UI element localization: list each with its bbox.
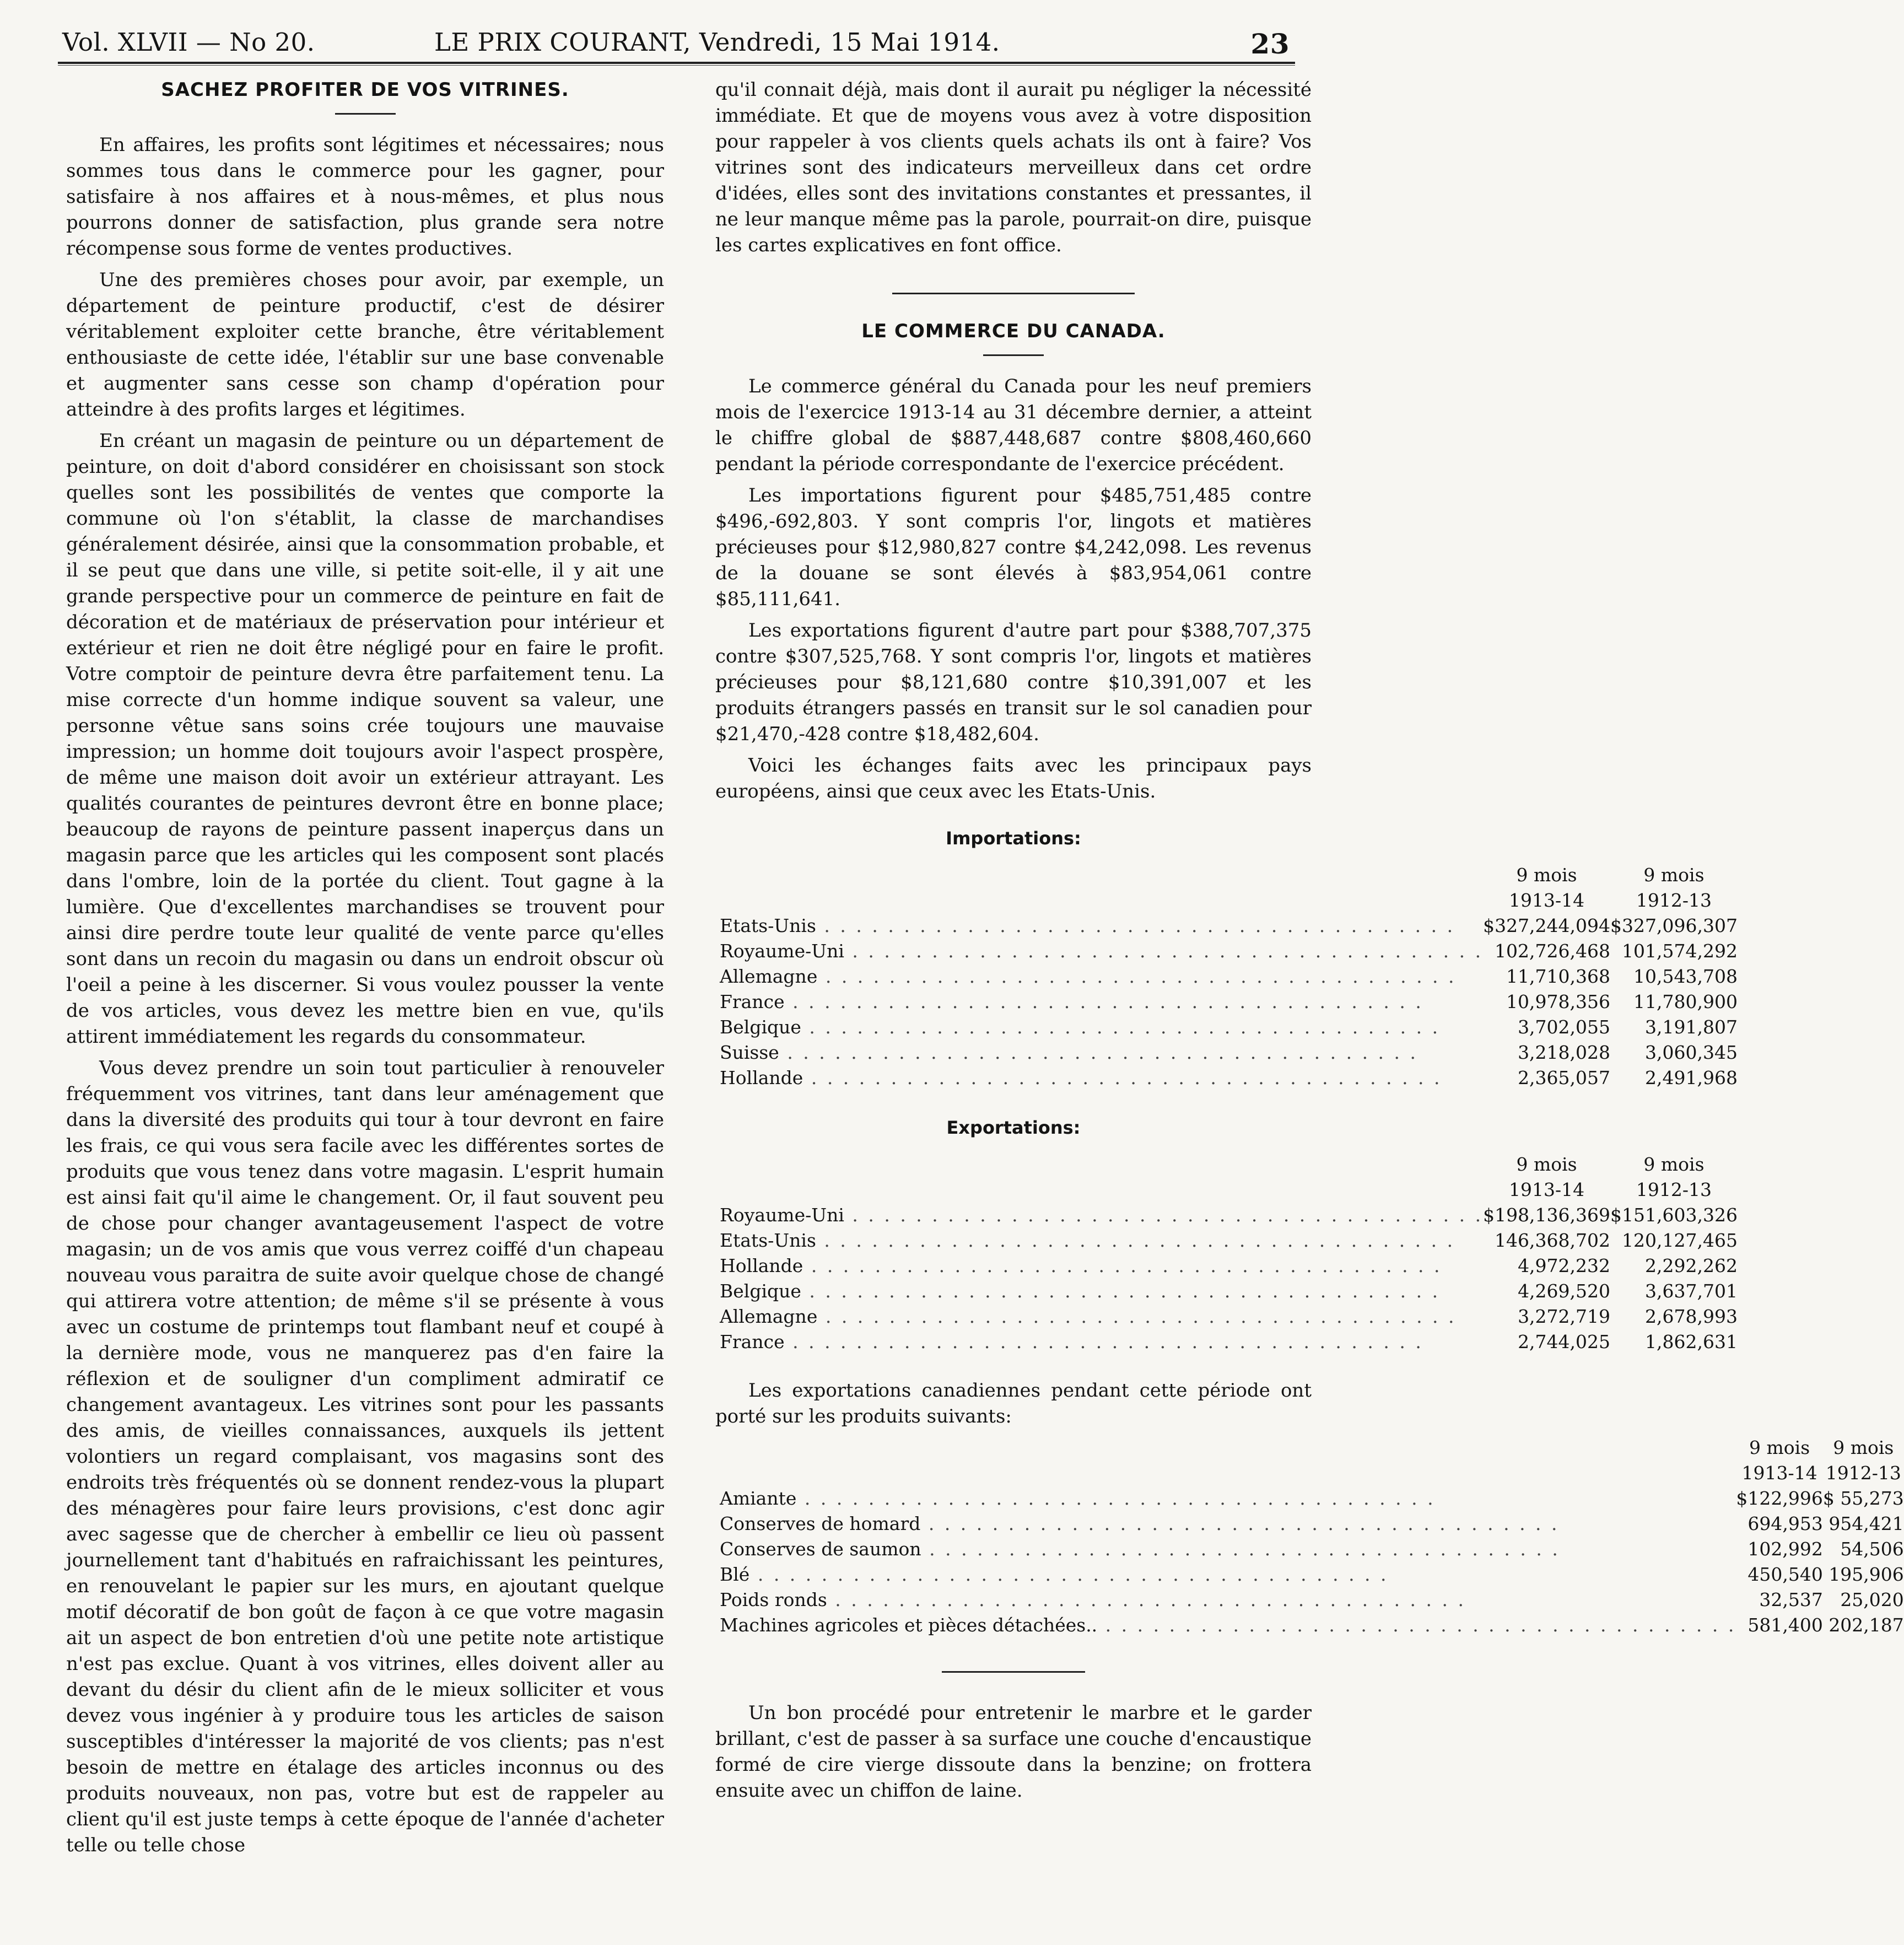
row-label: Belgique	[720, 1016, 801, 1038]
column-header: 9 mois	[1643, 1154, 1705, 1175]
leader-dots: . . . . . . . . . . . . . . . . . . . . . . . . . . . . . . . . . . . . . . . .	[817, 1306, 1457, 1327]
value-1912-13: 101,574,292	[1622, 940, 1738, 962]
value-1913-14: 581,400	[1747, 1614, 1823, 1636]
article-paragraph: Vous devez prendre un soin tout particulier à renouveler fréquemment vos vitrines, tant dans leur aménagement que dans la diversité des produits qui tour à tour devront en faire les frais, ce qui vous sera facile avec les différentes sortes de produits que vous tenez dans votre magasin. L'esprit humain est ainsi fait qu'il aime le changement. Or, il faut souvent peu de chose pour changer avantageusement l'aspect de votre magasin; un de vos amis que vous verrez coiffé d'un chapeau nouveau vous paraitra de suite avoir quelque chose de changé qui attirera votre attention; de même s'il se présente à vous avec un costume de printemps tout flambant neuf et coupé à la dernière mode, vous ne manquerez pas d'en faire la réflexion et de souligner d'un compliment admiratif ce changement avantageux. Les vitrines sont pour les passants des amis, de vieilles connaissances, auxquels ils jettent volontiers un regard complaisant, vos magasins sont des endroits très fréquentés où se donnent rendez-vous la plupart des ménagères pour faire leurs provisions, c'est donc agir avec sagesse que de chercher à embellir ce lieu où passent journellement tant d'habitués en rafraichissant les peintures, en renouvelant le papier sur les murs, en ajoutant quelque motif décoratif de bon goût de façon à ce que votre magasin ait un aspect de bon entretien d'où une petite note artistique n'est pas exclue. Quant à vos vitrines, elles doivent aller au devant du désir du client afin de le mieux solliciter et vous devez vous ingénier à y produire tous les articles de saison susceptibles d'intéresser la majorité de vos clients; pas n'est besoin de mettre en étalage des articles inconnus ou des produits nouveaux, non pas, votre but est de rappeler au client qu'il est juste temps à cette époque de l'année d'acheter telle ou telle chose	[66, 1057, 664, 1856]
table-row	[720, 1329, 1738, 1355]
row-label: Allemagne	[720, 1306, 818, 1327]
leader-dots: . . . . . . . . . . . . . . . . . . . . . . . . . . . . . . . . . . . . . . . .	[801, 1016, 1441, 1038]
tip-paragraph: Un bon procédé pour entretenir le marbre et le garder brillant, c'est de passer à sa surface une couche d'encaustique formé de cire vierge dissoute dans la benzine; on frottera ensuite avec un chiffon de laine.	[715, 1702, 1312, 1802]
masthead-rule-thin	[58, 65, 1295, 66]
row-label: Hollande	[720, 1067, 803, 1089]
table-row	[720, 1015, 1738, 1040]
value-1912-13: $327,096,307	[1610, 915, 1738, 936]
row-label: Conserves de homard	[720, 1513, 921, 1534]
table-row	[720, 1040, 1738, 1065]
row-label: Belgique	[720, 1280, 801, 1302]
leader-dots: . . . . . . . . . . . . . . . . . . . . . . . . . . . . . . . . . . . . . . . .	[803, 1255, 1442, 1276]
leader-dots: . . . . . . . . . . . . . . . . . . . . . . . . . . . . . . . . . . . . . . . .	[784, 991, 1423, 1012]
leader-dots: . . . . . . . . . . . . . . . . . . . . . . . . . . . . . . . . . . . . . . . .	[921, 1538, 1560, 1560]
value-1912-13: 2,678,993	[1645, 1306, 1738, 1327]
article-paragraph: Le commerce général du Canada pour les neuf premiers mois de l'exercice 1913-14 au 31 décembre dernier, a atteint le chiffre global de $887,448,687 contre $808,460,660 pendant la période correspondante de l'exercice précédent.	[715, 375, 1312, 475]
value-1912-13: 2,491,968	[1645, 1067, 1738, 1089]
volume-number: Vol. XLVII — No 20.	[62, 28, 315, 57]
article-paragraph: Voici les échanges faits avec les principaux pays européens, ainsi que ceux avec les Etats-Unis.	[715, 755, 1312, 802]
page-number: 23	[1250, 28, 1290, 60]
value-1913-14: 2,744,025	[1518, 1331, 1611, 1353]
row-label: Blé	[720, 1564, 750, 1585]
table-row	[720, 1203, 1738, 1228]
value-1913-14: 694,953	[1747, 1513, 1823, 1534]
leader-dots: . . . . . . . . . . . . . . . . . . . . . . . . . . . . . . . . . . . . . . . .	[920, 1513, 1560, 1534]
table-row	[720, 1304, 1738, 1329]
row-label: Amiante	[720, 1488, 797, 1509]
value-1913-14: 4,972,232	[1518, 1255, 1611, 1276]
value-1913-14: 3,702,055	[1518, 1016, 1611, 1038]
leader-dots: . . . . . . . . . . . . . . . . . . . . . . . . . . . . . . . . . . . . . . . .	[1097, 1614, 1736, 1636]
leader-dots: . . . . . . . . . . . . . . . . . . . . . . . . . . . . . . . . . . . . . . . .	[816, 915, 1455, 936]
value-1912-13: 954,421	[1829, 1513, 1904, 1534]
article-paragraph: Les exportations figurent d'autre part pour $388,707,375 contre $307,525,768. Y sont compris l'or, lingots et matières précieuses pour $8,121,680 contre $10,391,007 et les produits étrangers passés en transit sur le sol canadien pour $21,470,-428 contre $18,482,604.	[715, 619, 1312, 745]
products-intro: Les exportations canadiennes pendant cette période ont porté sur les produits suivants:	[715, 1380, 1312, 1427]
column-header: 9 mois	[1643, 864, 1705, 886]
table-row	[720, 1253, 1738, 1279]
leader-dots: . . . . . . . . . . . . . . . . . . . . . . . . . . . . . . . . . . . . . . . .	[801, 1280, 1441, 1302]
leader-dots: . . . . . . . . . . . . . . . . . . . . . . . . . . . . . . . . . . . . . . . .	[784, 1331, 1423, 1353]
section-divider	[942, 1671, 1085, 1673]
article-paragraph: Une des premières choses pour avoir, par exemple, un département de peinture productif, c'est de désirer véritablement exploiter cette branche, être véritablement enthousiaste de cette idée, l'établir sur une base convenable et augmenter sans cesse son champ d'opération pour atteindre à des profits larges et légitimes.	[66, 269, 664, 421]
row-label: Hollande	[720, 1255, 803, 1276]
row-label: Royaume-Uni	[720, 1204, 844, 1226]
column-header: 1912-13	[1636, 1179, 1712, 1200]
table-row	[720, 939, 1738, 964]
value-1912-13: $ 55,273	[1822, 1488, 1904, 1509]
column-header: 9 mois	[1749, 1437, 1810, 1458]
row-label: Poids ronds	[720, 1589, 827, 1610]
products-table	[720, 1435, 1904, 1638]
value-1913-14: 10,978,356	[1506, 991, 1611, 1012]
leader-dots: . . . . . . . . . . . . . . . . . . . . . . . . . . . . . . . . . . . . . . . .	[796, 1488, 1436, 1509]
value-1912-13: 25,020	[1840, 1589, 1904, 1610]
importations-heading: Importations:	[946, 828, 1081, 849]
value-1912-13: 10,543,708	[1633, 966, 1738, 987]
table-row	[720, 1065, 1738, 1091]
value-1913-14: 3,218,028	[1518, 1042, 1611, 1063]
column-header: 9 mois	[1833, 1437, 1894, 1458]
masthead-rule	[58, 62, 1295, 64]
masthead	[58, 22, 1295, 62]
value-1913-14: 11,710,368	[1506, 966, 1611, 987]
row-label: Conserves de saumon	[720, 1538, 921, 1560]
value-1912-13: 2,292,262	[1645, 1255, 1738, 1276]
row-label: Suisse	[720, 1042, 779, 1063]
leader-dots: . . . . . . . . . . . . . . . . . . . . . . . . . . . . . . . . . . . . . . . .	[816, 1230, 1455, 1251]
value-1913-14: 32,537	[1759, 1589, 1823, 1610]
value-1912-13: $151,603,326	[1610, 1204, 1738, 1226]
column-header: 1913-14	[1508, 890, 1585, 911]
exportations-table	[720, 1152, 1738, 1355]
leader-dots: . . . . . . . . . . . . . . . . . . . . . . . . . . . . . . . . . . . . . . . .	[827, 1589, 1466, 1610]
title-rule	[335, 113, 396, 115]
column-header: 1913-14	[1741, 1462, 1817, 1484]
table-row	[720, 1613, 1904, 1638]
row-label: Allemagne	[720, 966, 818, 987]
value-1912-13: 1,862,631	[1645, 1331, 1738, 1353]
value-1912-13: 120,127,465	[1622, 1230, 1738, 1251]
table-row	[720, 1228, 1738, 1253]
importations-table	[720, 863, 1738, 1091]
row-label: France	[720, 1331, 785, 1353]
article-title: SACHEZ PROFITER DE VOS VITRINES.	[161, 79, 569, 101]
table-row	[720, 1486, 1904, 1511]
value-1913-14: 102,992	[1747, 1538, 1823, 1560]
table-row	[720, 1511, 1904, 1537]
table-row	[720, 1562, 1904, 1587]
column-header: 9 mois	[1516, 1154, 1577, 1175]
column-header: 1912-13	[1825, 1462, 1901, 1484]
value-1912-13: 202,187	[1829, 1614, 1904, 1636]
value-1913-14: 102,726,468	[1495, 940, 1611, 962]
value-1913-14: $327,244,094	[1483, 915, 1611, 936]
title-rule	[983, 354, 1044, 356]
value-1912-13: 3,191,807	[1645, 1016, 1738, 1038]
table-row	[720, 1537, 1904, 1562]
value-1913-14: $122,996	[1736, 1488, 1823, 1509]
article-paragraph: En créant un magasin de peinture ou un département de peinture, on doit d'abord considérer en choisissant son stock quelles sont les possibilités de ventes que comporte la commune où l'on s'établit, la classe de marchandises généralement désirée, ainsi que la consommation probable, et il se peut que dans une ville, si petite soit-elle, il y ait une grande perspective pour un commerce de peinture en fait de décoration et de matériaux de préservation pour intérieur et extérieur et rien ne doit être négligé pour en faire le profit. Votre comptoir de peinture devra être parfaitement tenu. La mise correcte d'un homme indique souvent sa valeur, une personne vêtue sans soins crée toujours une mauvaise impression; un homme doit toujours avoir l'aspect prospère, de même une maison doit avoir un extérieur attrayant. Les qualités courantes de peintures devront être en bonne place; beaucoup de rayons de peinture passent inaperçus dans un magasin parce que les articles qui les composent sont placés dans l'ombre, loin de la portée du client. Tout gagne à la lumière. Que d'excellentes marchandises se trouvent pour ainsi dire perdre toute leur qualité de vente parce qu'elles sont dans un recoin du magasin ou dans un endroit obscur où l'oeil a peine à les discerner. Si vous voulez pousser la vente de vos articles, vous devez les mettre bien en vue, qu'ils attirent immédiatement les regards du consommateur.	[66, 430, 664, 1048]
right-column	[715, 77, 1904, 1809]
column-header: 1912-13	[1636, 890, 1712, 911]
value-1913-14: 3,272,719	[1518, 1306, 1611, 1327]
value-1913-14: $198,136,369	[1483, 1204, 1611, 1226]
value-1912-13: 11,780,900	[1633, 991, 1738, 1012]
leader-dots: . . . . . . . . . . . . . . . . . . . . . . . . . . . . . . . . . . . . . . . .	[844, 940, 1484, 962]
left-column	[66, 77, 664, 1864]
table-row	[720, 964, 1738, 989]
row-label: Machines agricoles et pièces détachées..	[720, 1614, 1098, 1636]
value-1912-13: 3,060,345	[1645, 1042, 1738, 1063]
value-1912-13: 195,906	[1829, 1564, 1904, 1585]
leader-dots: . . . . . . . . . . . . . . . . . . . . . . . . . . . . . . . . . . . . . . . .	[844, 1204, 1484, 1226]
row-label: Royaume-Uni	[720, 940, 844, 962]
table-row	[720, 913, 1738, 939]
row-label: France	[720, 991, 785, 1012]
column-header: 1913-14	[1508, 1179, 1585, 1200]
leader-dots: . . . . . . . . . . . . . . . . . . . . . . . . . . . . . . . . . . . . . . . .	[803, 1067, 1442, 1089]
leader-dots: . . . . . . . . . . . . . . . . . . . . . . . . . . . . . . . . . . . . . . . .	[749, 1564, 1389, 1585]
value-1913-14: 450,540	[1747, 1564, 1823, 1585]
value-1913-14: 4,269,520	[1518, 1280, 1611, 1302]
leader-dots: . . . . . . . . . . . . . . . . . . . . . . . . . . . . . . . . . . . . . . . .	[817, 966, 1457, 987]
value-1913-14: 146,368,702	[1495, 1230, 1611, 1251]
article-title: LE COMMERCE DU CANADA.	[861, 320, 1166, 342]
value-1912-13: 3,637,701	[1645, 1280, 1738, 1302]
article-paragraph: En affaires, les profits sont légitimes et nécessaires; nous sommes tous dans le commerce pour les gagner, pour satisfaire à nos affaires et à nous-mêmes, et plus nous pourrons donner de satisfaction, plus grande sera notre récompense sous forme de ventes productives.	[66, 134, 664, 260]
article-paragraph: Les importations figurent pour $485,751,485 contre $496,-692,803. Y sont compris l'or, lingots et matières précieuses pour $12,980,827 contre $4,242,098. Les revenus de la douane se sont élevés à $83,954,061 contre $85,111,641.	[715, 484, 1312, 610]
table-row	[720, 989, 1738, 1015]
table-row	[720, 1279, 1738, 1304]
leader-dots: . . . . . . . . . . . . . . . . . . . . . . . . . . . . . . . . . . . . . . . .	[779, 1042, 1418, 1063]
row-label: Etats-Unis	[720, 1230, 816, 1251]
exportations-heading: Exportations:	[946, 1117, 1081, 1138]
value-1913-14: 2,365,057	[1518, 1067, 1611, 1089]
column-header: 9 mois	[1516, 864, 1577, 886]
publication-title: LE PRIX COURANT, Vendredi, 15 Mai 1914.	[434, 28, 1000, 57]
table-row	[720, 1587, 1904, 1613]
row-label: Etats-Unis	[720, 915, 816, 936]
value-1912-13: 54,506	[1840, 1538, 1904, 1560]
article-continuation: qu'il connait déjà, mais dont il aurait pu négliger la nécessité immédiate. Et que de moyens vous avez à votre disposition pour rappeler à vos clients quels achats ils ont à faire? Vos vitrines sont des indicateurs merveilleux dans cet ordre d'idées, elles sont des invitations constantes et pressantes, il ne leur manque même pas la parole, pourrait-on dire, puisque les cartes explicatives en font office.	[715, 79, 1312, 256]
